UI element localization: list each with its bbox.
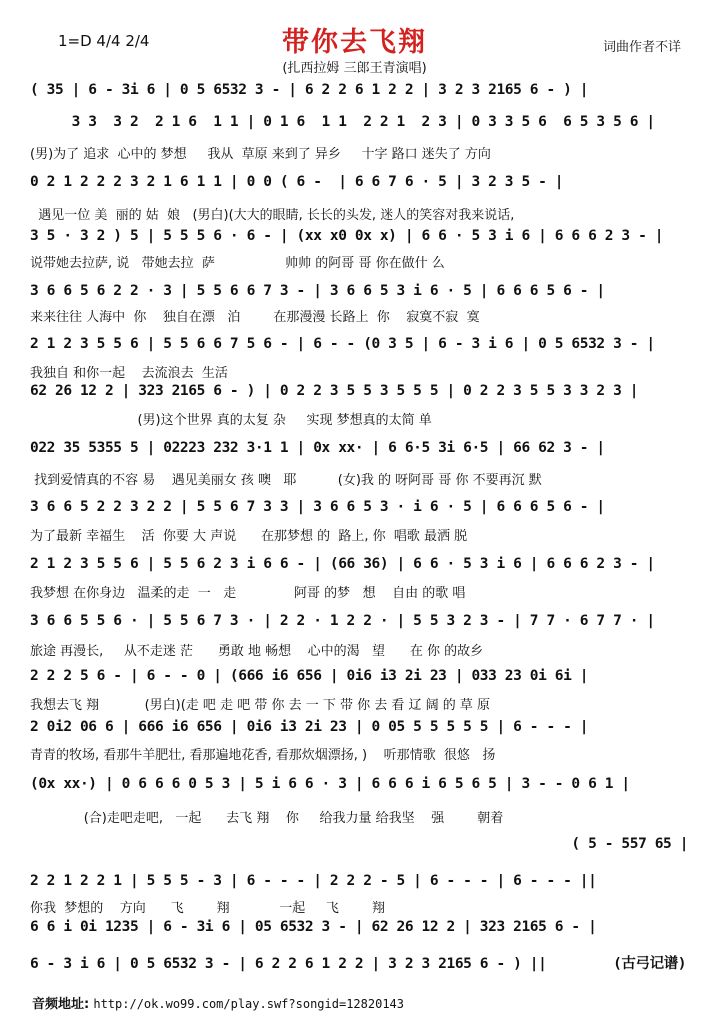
- notation-line: 6 - 3 i 6 | 0 5 6532 3 - | 6 2 2 6 1 2 2 | 3 2 3 2165 6 - ) || (古弓记谱): [30, 956, 687, 972]
- lyric-line: 找到爱情真的不容 易 遇见美丽女 孩 噢 耶 (女)我 的 呀阿哥 哥 你 不要再沉 默: [30, 473, 542, 488]
- notation-line: 3 3 3 2 2 1 6 1 1 | 0 1 6 1 1 2 2 1 2 3 | 0 3 3 5 6 6 5 3 5 6 |: [30, 114, 655, 130]
- notation-line: (0x xx·) | 0 6 6 6 0 5 3 | 5 i 6 6 · 3 | 6 6 6 i 6 5 6 5 | 3 - - 0 6 1 |: [30, 776, 630, 792]
- notation-line: ( 35 | 6 - 3i 6 | 0 5 6532 3 - | 6 2 2 6 1 2 2 | 3 2 3 2165 6 - ) |: [30, 82, 589, 98]
- audio-footer: [32, 993, 404, 1012]
- notation-line: 3 5 · 3 2 ) 5 | 5 5 5 6 · 6 - | (xx x0 0x x) | 6 6 · 5 3 i 6 | 6 6 6 2 3 - |: [30, 228, 664, 244]
- notation-line: ( 5 - 557 65 |: [30, 836, 689, 852]
- notation-line: 2 2 2 5 6 - | 6 - - 0 | (666 i6 656 | 0i6 i3 2i 23 | 033 23 0i 6i |: [30, 668, 589, 684]
- key-signature: 1=D 4/4 2/4: [58, 32, 150, 50]
- notation-line: 3 6 6 5 2 2 3 2 2 | 5 5 6 7 3 3 | 3 6 6 5 3 · i 6 · 5 | 6 6 6 5 6 - |: [30, 499, 605, 515]
- lyric-line: 我独自 和你一起 去流浪去 生活: [30, 366, 228, 381]
- notation-line: 62 26 12 2 | 323 2165 6 - ) | 0 2 2 3 5 5 3 5 5 5 | 0 2 2 3 5 5 3 3 2 3 |: [30, 383, 639, 399]
- lyric-line: 青青的牧场, 看那牛羊肥壮, 看那遍地花香, 看那炊烟漂扬, ) 听那情歌 很悠 扬: [30, 748, 496, 763]
- notation-line: 2 2 1 2 2 1 | 5 5 5 - 3 | 6 - - - | 2 2 2 - 5 | 6 - - - | 6 - - - ||: [30, 873, 597, 889]
- notation-line: 0 2 1 2 2 2 3 2 1 6 1 1 | 0 0 ( 6 - | 6 6 7 6 · 5 | 3 2 3 5 - |: [30, 174, 564, 190]
- credit-text: 词曲作者不详: [602, 40, 681, 55]
- notation-line: 3 6 6 5 5 6 · | 5 5 6 7 3 · | 2 2 · 1 2 2 · | 5 5 3 2 3 - | 7 7 · 6 7 7 · |: [30, 613, 655, 629]
- lyric-line: 来来往往 人海中 你 独自在漂 泊 在那漫漫 长路上 你 寂寞不寂 寞: [30, 310, 480, 325]
- lyric-line: (男)这个世界 真的太复 杂 实现 梦想真的太简 单: [30, 413, 432, 428]
- lyric-line: 遇见一位 美 丽的 姑 娘 (男白)(大大的眼睛, 长长的头发, 迷人的笑容对我来说话,: [30, 208, 515, 223]
- lyric-line: 说带她去拉萨, 说 带她去拉 萨 帅帅 的阿哥 哥 你在做什 么: [30, 256, 445, 271]
- song-title: 带你去飞翔: [282, 27, 427, 58]
- audio-label: 音频地址:: [32, 997, 90, 1012]
- lyric-line: 为了最新 幸福生 活 你要 大 声说 在那梦想 的 路上, 你 唱歌 最洒 脱: [30, 529, 468, 544]
- lyric-line: 我想去飞 翔 (男白)(走 吧 走 吧 带 你 去 一 下 带 你 去 看 辽 阔 的 草 原: [30, 698, 491, 713]
- notation-line: 022 35 5355 5 | 02223 232 3·1 1 | 0x xx· | 6 6·5 3i 6·5 | 66 62 3 - |: [30, 440, 605, 456]
- lyric-line: (男)为了 追求 心中的 梦想 我从 草原 来到了 异乡 十字 路口 迷失了 方向: [30, 147, 491, 162]
- lyric-line: 我梦想 在你身边 温柔的走 一 走 阿哥 的梦 想 自由 的歌 唱: [30, 586, 466, 601]
- audio-url-link[interactable]: http://ok.wo99.com/play.swf?songid=12820143: [93, 997, 405, 1011]
- lyric-line: 你我 梦想的 方向 飞 翔 一起 飞 翔: [30, 901, 385, 916]
- notation-line: 3 6 6 5 6 2 2 · 3 | 5 5 6 6 7 3 - | 3 6 6 5 3 i 6 · 5 | 6 6 6 5 6 - |: [30, 283, 605, 299]
- lyric-line: (合)走吧走吧, 一起 去飞 翔 你 给我力量 给我坚 强 朝着: [30, 811, 504, 826]
- notation-line: 2 1 2 3 5 5 6 | 5 5 6 2 3 i 6 6 - | (66 36) | 6 6 · 5 3 i 6 | 6 6 6 2 3 - |: [30, 556, 655, 572]
- lyric-line: 旅途 再漫长, 从不走迷 茫 勇敢 地 畅想 心中的渴 望 在 你 的故乡: [30, 644, 484, 659]
- notation-line: 2 0i2 06 6 | 666 i6 656 | 0i6 i3 2i 23 | 0 05 5 5 5 5 5 | 6 - - - |: [30, 719, 589, 735]
- notation-line: 2 1 2 3 5 5 6 | 5 5 6 6 7 5 6 - | 6 - - (0 3 5 | 6 - 3 i 6 | 0 5 6532 3 - |: [30, 336, 655, 352]
- notation-line: 6 6 i 0i 1235 | 6 - 3i 6 | 05 6532 3 - | 62 26 12 2 | 323 2165 6 - |: [30, 919, 597, 935]
- performer-subtitle: (扎西拉姆 三郎王青演唱): [282, 61, 427, 76]
